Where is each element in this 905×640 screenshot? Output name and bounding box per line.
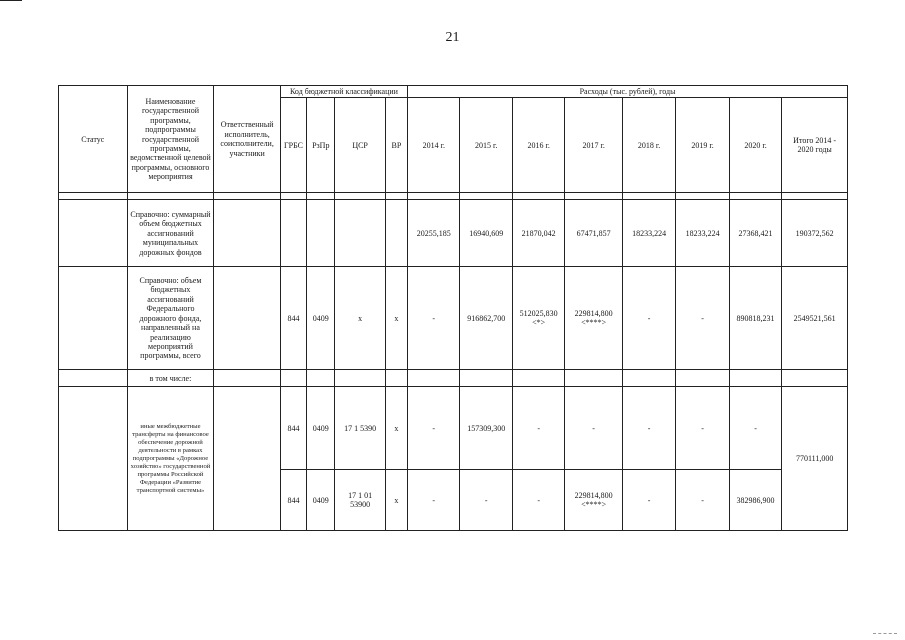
header-rzpr: РзПр [307,98,335,193]
scan-corner-mark [873,633,897,634]
cell-2015: - [460,470,512,531]
cell-total: 770111,000 [782,387,848,531]
spacer-row [59,193,848,200]
header-year-2014: 2014 г. [408,98,460,193]
cell-2016: 21870,042 [512,200,564,267]
header-name: Наименование государственной программы, подпрограммы государственной программы, ведомственной целевой программы, основного мероприятия [127,86,214,193]
header-year-2015: 2015 г. [460,98,512,193]
cell-2015: 157309,300 [460,387,512,470]
table-row-summary [59,200,848,267]
header-year-2017: 2017 г. [565,98,623,193]
header-year-2020: 2020 г. [729,98,781,193]
cell-2017: - [565,387,623,470]
cell-2019: 18233,224 [676,200,729,267]
header-expenses: Расходы (тыс. рублей), годы [408,86,848,98]
cell-status [59,267,128,370]
cell-grbs: 844 [280,387,306,470]
cell-name: иные межбюджетные трансферты на финансовое обеспечение дорожной деятельности в рамках подпрограммы «Дорожное хозяйство» государственной программы Российской Федерации «Развитие транспортной системы» [127,387,214,531]
header-executor: Ответственный исполнитель, соисполнители, участники [214,86,281,193]
cell-2015: 916862,700 [460,267,512,370]
cell-csr: 17 1 01 53900 [335,470,385,531]
cell-executor [214,387,281,531]
cell-2019: - [676,470,729,531]
header-year-2018: 2018 г. [622,98,675,193]
cell-2019: - [676,267,729,370]
header-budget-code: Код бюджетной классификации [280,86,407,98]
cell-2018: - [622,387,675,470]
cell-total: 2549521,561 [782,267,848,370]
cell-2018: 18233,224 [622,200,675,267]
cell-2018: - [622,267,675,370]
cell-2017: 229814,800 <****> [565,267,623,370]
cell-2020: - [729,387,781,470]
cell-vr [385,200,407,267]
cell-vr: х [385,267,407,370]
cell-2020: 890818,231 [729,267,781,370]
cell-rzpr: 0409 [307,387,335,470]
cell-2016: - [512,470,564,531]
cell-rzpr [307,200,335,267]
cell-2020: 27368,421 [729,200,781,267]
header-year-2019: 2019 г. [676,98,729,193]
cell-executor [214,267,281,370]
cell-2014: - [408,470,460,531]
cell-vr: х [385,470,407,531]
cell-csr [335,200,385,267]
cell-status [59,370,128,387]
cell-2016: - [512,387,564,470]
header-vr: ВР [385,98,407,193]
page-number: 21 [445,30,460,45]
cell-2016: 512025,830 <*> [512,267,564,370]
scan-corner-mark [0,0,22,1]
header-row-1 [59,86,848,98]
cell-2015: 16940,609 [460,200,512,267]
cell-2017: 67471,857 [565,200,623,267]
cell-grbs: 844 [280,267,306,370]
table-row-including [59,370,848,387]
cell-name: Справочно: объем бюджетных ассигнований Федерального дорожного фонда, направленный на реализацию мероприятий программы, всего [127,267,214,370]
cell-csr: х [335,267,385,370]
header-csr: ЦСР [335,98,385,193]
header-grbs: ГРБС [280,98,306,193]
cell-2020: 382986,900 [729,470,781,531]
cell-2019: - [676,387,729,470]
header-total: Итого 2014 - 2020 годы [782,98,848,193]
cell-rzpr: 0409 [307,267,335,370]
table-row-federal [59,267,848,370]
cell-total: 190372,562 [782,200,848,267]
cell-status [59,200,128,267]
cell-executor [214,200,281,267]
cell-grbs [280,200,306,267]
budget-table [58,85,848,531]
cell-vr: х [385,387,407,470]
cell-rzpr: 0409 [307,470,335,531]
cell-2014: - [408,387,460,470]
cell-name: в том числе: [127,370,214,387]
table-row-transfers-1 [59,387,848,470]
cell-grbs: 844 [280,470,306,531]
cell-name: Справочно: суммарный объем бюджетных ассигнований муниципальных дорожных фондов [127,200,214,267]
cell-status [59,387,128,531]
cell-2017: 229814,800 <****> [565,470,623,531]
cell-2014: 20255,185 [408,200,460,267]
cell-csr: 17 1 5390 [335,387,385,470]
cell-2018: - [622,470,675,531]
header-status: Статус [59,86,128,193]
cell-2014: - [408,267,460,370]
header-year-2016: 2016 г. [512,98,564,193]
